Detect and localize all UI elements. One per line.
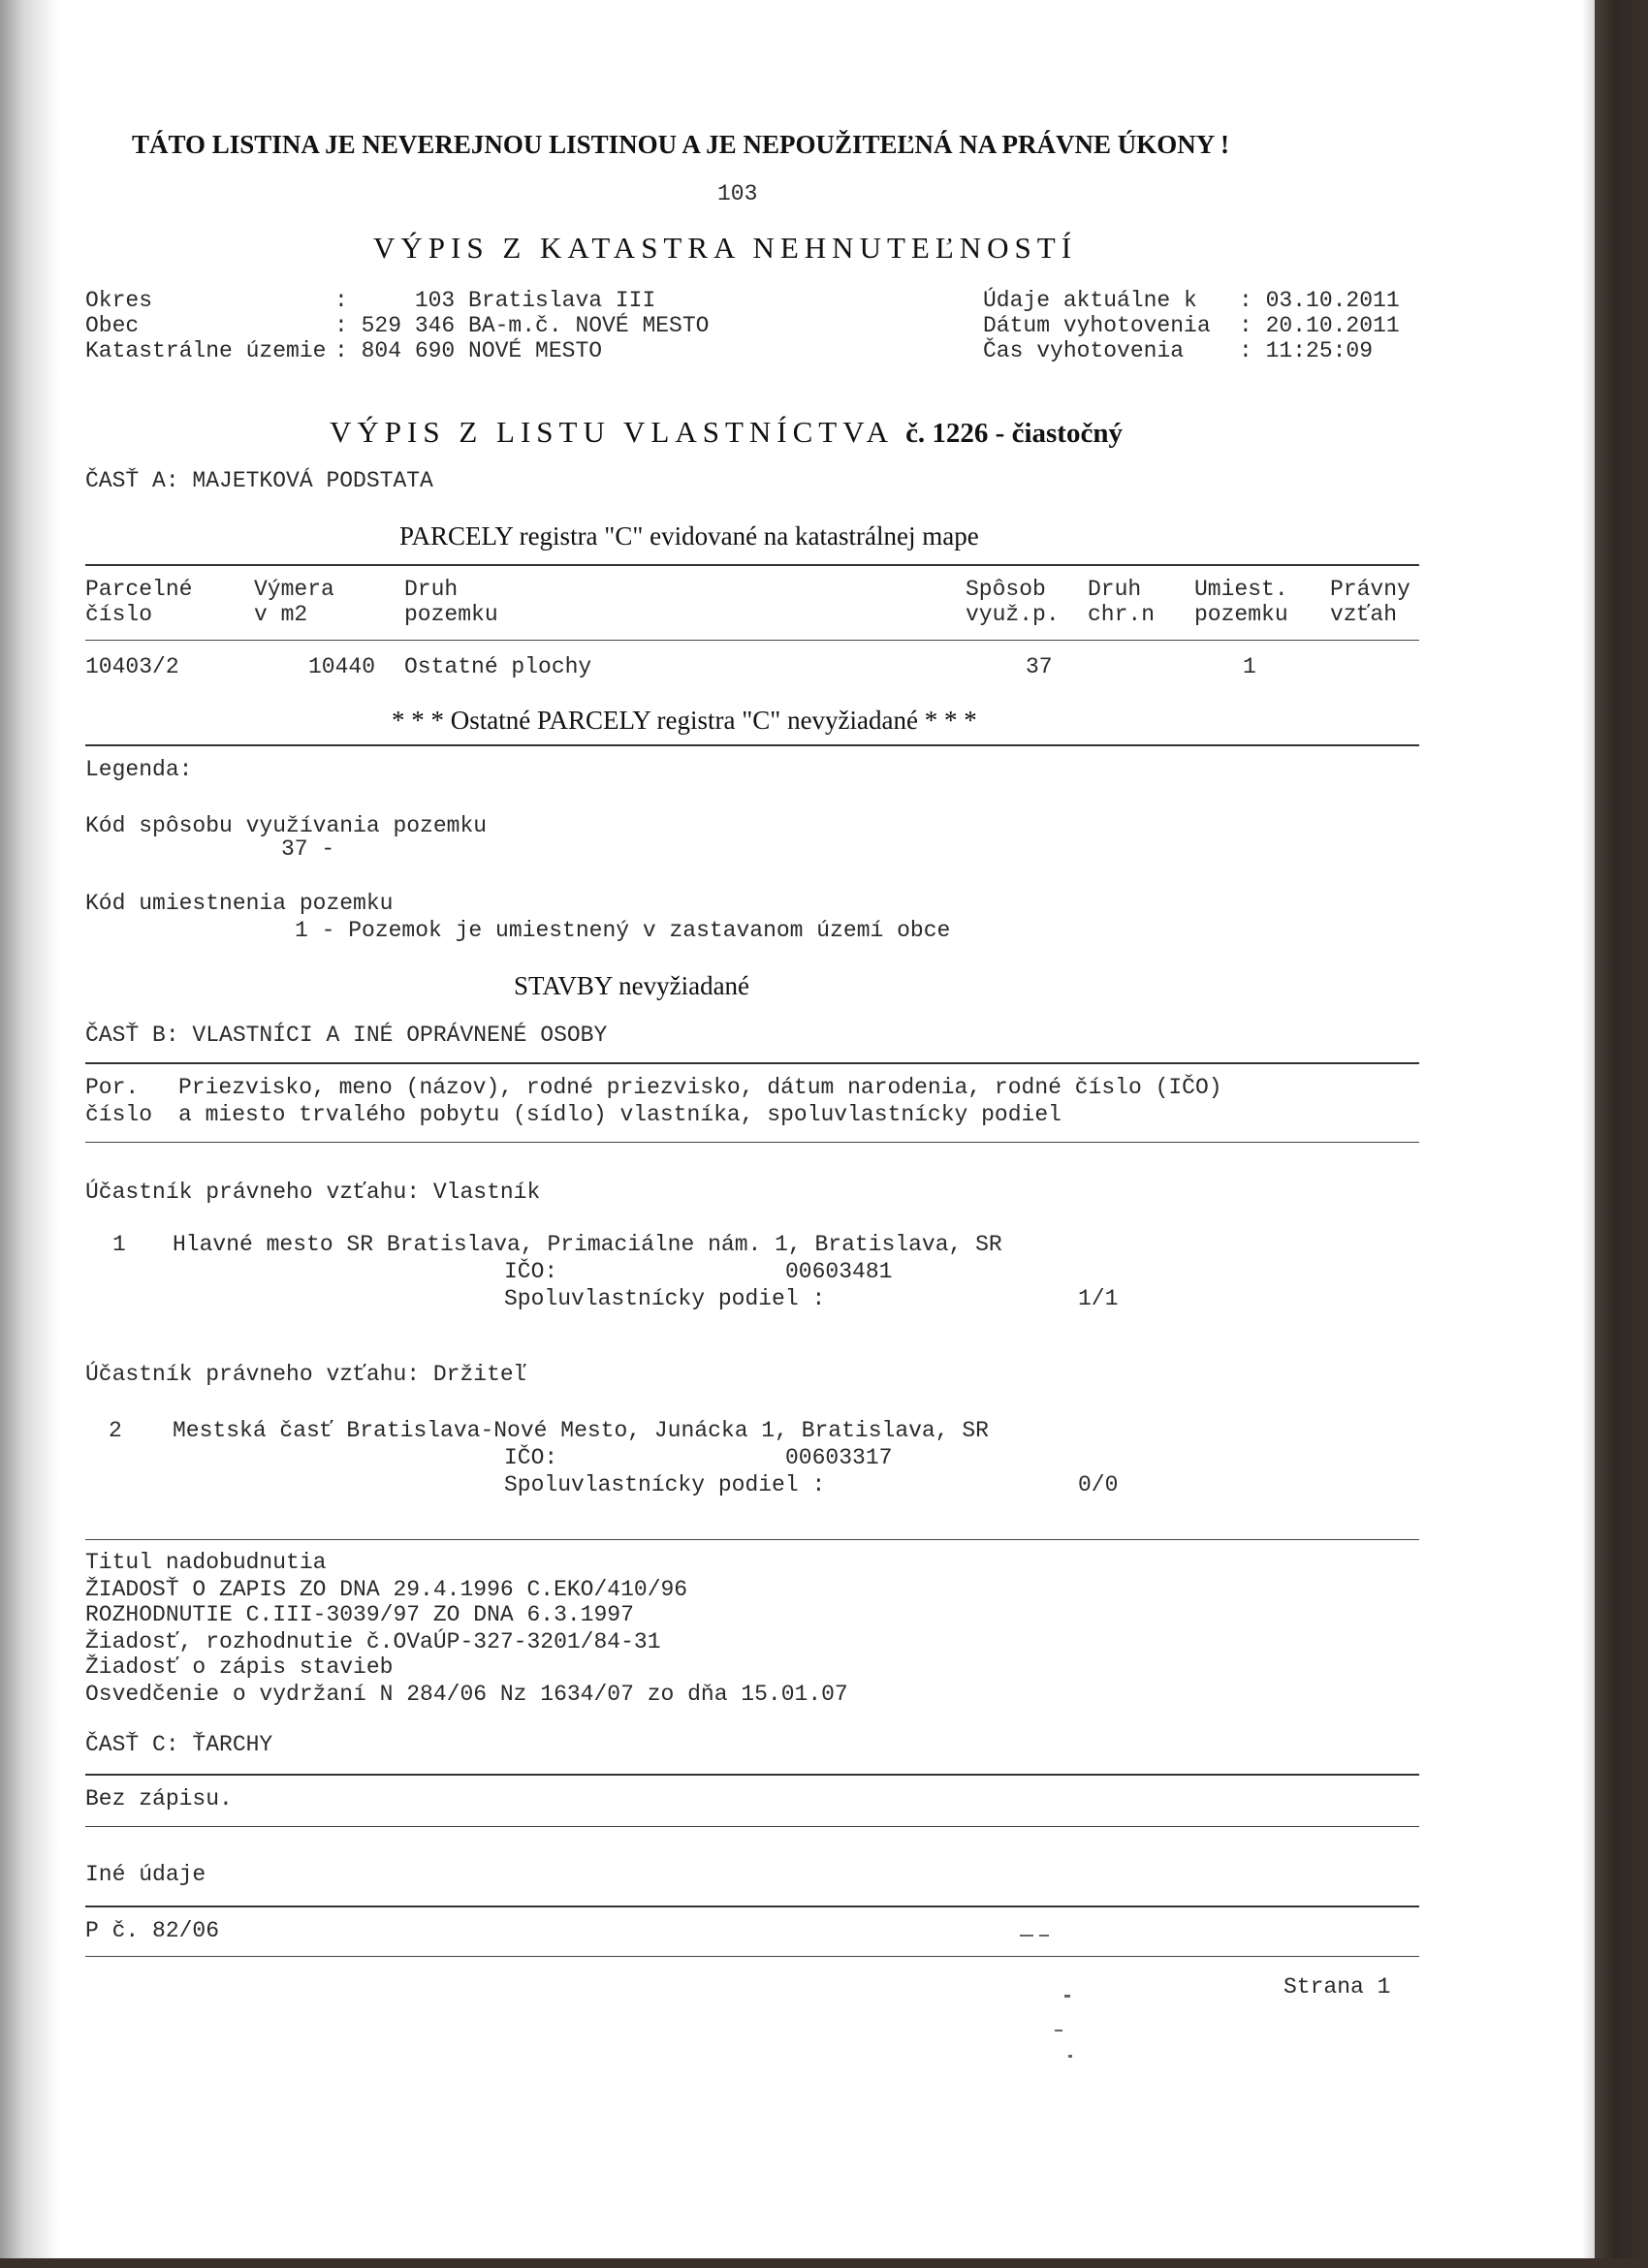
acquisition-title-line: Žiadosť, rozhodnutie č.OVaÚP-327-3201/84-31 [85,1629,661,1654]
other-parcels-note: * * * Ostatné PARCELY registra "C" nevyžiadané * * * [392,706,977,735]
scan-background-right [1595,0,1648,2268]
col-sposob-vyuz-2: využ.p. [966,602,1060,627]
scan-speck [1020,1935,1033,1937]
udaje-aktualne-value: : 03.10.2011 [1239,288,1400,313]
divider [85,564,1419,566]
legend-usage-code-value: 37 - [281,836,335,862]
col-parcelne-cislo: Parcelné [85,577,193,602]
scan-speck [1064,1995,1070,1998]
owner-share: 1/1 [1078,1286,1119,1311]
owner-name: Mestská časť Bratislava-Nové Mesto, Junácka 1, Bratislava, SR [173,1418,989,1443]
legend-label: Legenda: [85,757,193,782]
parcel-land-type: Ostatné plochy [404,654,592,679]
scan-shadow-left [0,0,60,2268]
col-druh-chr: Druh [1088,577,1142,602]
other-data-heading: Iné údaje [85,1862,206,1887]
part-c-heading: ČASŤ C: ŤARCHY [85,1732,273,1757]
okres-label: Okres [85,288,153,313]
owner-number: 2 [109,1418,122,1443]
col-druh-chr-2: chr.n [1088,602,1156,627]
paper-edge [1582,0,1595,2268]
other-data-body: P č. 82/06 [85,1918,220,1943]
page-number: Strana 1 [1284,1974,1391,2000]
obec-value: : 529 346 BA-m.č. NOVÉ MESTO [334,313,710,338]
lv-title-text: VÝPIS Z LISTU VLASTNÍCTVA [330,415,893,449]
acquisition-title-line: ROZHODNUTIE C.III-3039/97 ZO DNA 6.3.1997 [85,1602,634,1627]
col-poradove-cislo-2: číslo [85,1102,153,1127]
datum-vyhotovenia-value: : 20.10.2011 [1239,313,1400,338]
parcel-usage-code: 37 [1026,654,1053,679]
obec-label: Obec [85,313,140,338]
col-sposob-vyuz: Spôsob [966,577,1046,602]
owner-share-label: Spoluvlastnícky podiel : [504,1286,826,1311]
scan-speck [1039,1935,1049,1937]
divider [85,1826,1419,1827]
lv-number: č. 1226 - čiastočný [905,418,1123,449]
legend-usage-code-label: Kód spôsobu využívania pozemku [85,813,488,838]
divider [85,1062,1419,1064]
scan-speck [1055,2030,1062,2032]
parcel-location-code: 1 [1243,654,1256,679]
col-owner-description-2: a miesto trvalého pobytu (sídlo) vlastníka, spoluvlastnícky podiel [178,1102,1062,1127]
divider [85,744,1419,746]
owner-name: Hlavné mesto SR Bratislava, Primaciálne nám. 1, Bratislava, SR [173,1232,1002,1257]
acquisition-title-line: Žiadosť o zápis stavieb [85,1654,394,1680]
group-holder-label: Účastník právneho vzťahu: Držiteľ [85,1362,527,1387]
acquisition-title-label: Titul nadobudnutia [85,1550,327,1575]
divider [85,1774,1419,1776]
datum-vyhotovenia-label: Dátum vyhotovenia [983,313,1211,338]
col-pravny-vztah: Právny [1330,577,1410,602]
col-poradove-cislo: Por. [85,1075,140,1100]
divider [85,1956,1419,1957]
col-umiest-pozemku: Umiest. [1194,577,1288,602]
stavby-note: STAVBY nevyžiadané [514,971,750,1000]
col-vymera: Výmera [254,577,334,602]
document-title: VÝPIS Z KATASTRA NEHNUTEĽNOSTÍ [373,231,1078,265]
owner-ico: 00603317 [785,1445,893,1470]
acquisition-title-line: Osvedčenie o vydržaní N 284/06 Nz 1634/07 zo dňa 15.01.07 [85,1682,848,1707]
divider [85,1142,1419,1143]
cas-vyhotovenia-value: : 11:25:09 [1239,338,1374,363]
warning-banner: TÁTO LISTINA JE NEVEREJNOU LISTINOU A JE NEPOUŽITEĽNÁ NA PRÁVNE ÚKONY ! [132,130,1229,159]
group-owner-label: Účastník právneho vzťahu: Vlastník [85,1180,541,1205]
owner-ico-label: IČO: [504,1259,558,1284]
divider [85,1539,1419,1540]
okres-value: : 103 Bratislava III [334,288,656,313]
legend-location-code-value: 1 - Pozemok je umiestnený v zastavanom území obce [295,918,951,943]
scan-speck [1068,2055,1072,2058]
owner-ico-label: IČO: [504,1445,558,1470]
owner-number: 1 [112,1232,126,1257]
part-c-body: Bez zápisu. [85,1786,233,1811]
udaje-aktualne-label: Údaje aktuálne k [983,288,1197,313]
office-code: 103 [717,181,758,206]
parcel-number: 10403/2 [85,654,179,679]
parcel-area: 10440 [308,654,376,679]
divider [85,1906,1419,1907]
col-umiest-pozemku-2: pozemku [1194,602,1288,627]
col-owner-description: Priezvisko, meno (názov), rodné priezvisko, dátum narodenia, rodné číslo (IČO) [178,1075,1222,1100]
col-druh-pozemku-2: pozemku [404,602,498,627]
col-parcelne-cislo-2: číslo [85,602,153,627]
katastralne-uzemie-value: : 804 690 NOVÉ MESTO [334,338,603,363]
lv-title [330,415,1123,450]
part-a-heading: ČASŤ A: MAJETKOVÁ PODSTATA [85,468,433,493]
divider [85,640,1419,641]
part-b-heading: ČASŤ B: VLASTNÍCI A INÉ OPRÁVNENÉ OSOBY [85,1023,608,1048]
owner-ico: 00603481 [785,1259,893,1284]
col-pravny-vztah-2: vzťah [1330,602,1398,627]
owner-share: 0/0 [1078,1472,1119,1497]
owner-share-label: Spoluvlastnícky podiel : [504,1472,826,1497]
katastralne-uzemie-label: Katastrálne územie [85,338,327,363]
cas-vyhotovenia-label: Čas vyhotovenia [983,338,1185,363]
col-vymera-2: v m2 [254,602,308,627]
parcels-heading: PARCELY registra "C" evidované na katastrálnej mape [399,521,979,551]
acquisition-title-line: ŽIADOSŤ O ZAPIS ZO DNA 29.4.1996 C.EKO/410/96 [85,1577,688,1602]
legend-location-code-label: Kód umiestnenia pozemku [85,891,394,916]
scan-background-bottom [0,2258,1648,2268]
col-druh-pozemku: Druh [404,577,459,602]
